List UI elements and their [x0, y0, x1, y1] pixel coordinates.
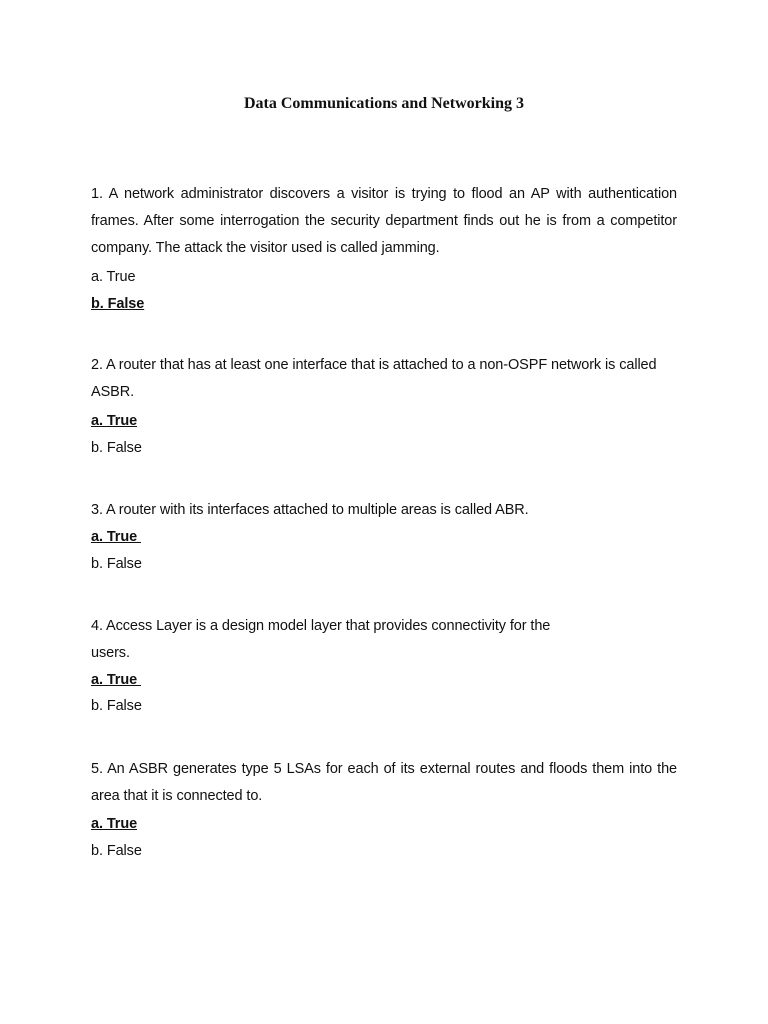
question-1-option-a: a. True [91, 269, 136, 285]
question-5-option-a-correct: a. True [91, 816, 138, 832]
question-1-text: 1. A network administrator discovers a visitor is trying to flood an AP with authentication frames. After some interrogation the security department finds out he is from a competitor company. The attack the visitor used is called jamming. [91, 186, 677, 256]
question-3-option-b: b. False [91, 556, 142, 572]
question-4-option-b: b. False [91, 698, 142, 714]
question-2-option-b: b. False [91, 440, 142, 456]
question-5-option-b: b. False [91, 843, 142, 859]
question-2-option-a-correct: a. True [91, 413, 138, 429]
document-title: Data Communications and Networking 3 [243, 95, 524, 112]
question-5-text: 5. An ASBR generates type 5 LSAs for each of its external routes and floods them into the area that it is connected to. [91, 761, 677, 804]
question-2-text: 2. A router that has at least one interface that is attached to a non-OSPF network is called ASBR. [91, 357, 657, 400]
question-4-text: 4. Access Layer is a design model layer that provides connectivity for the users. [91, 618, 551, 661]
question-3-text: 3. A router with its interfaces attached to multiple areas is called ABR. [91, 502, 529, 518]
question-1-option-b-correct: b. False [91, 296, 145, 312]
question-4-option-a-correct: a. True [91, 672, 141, 688]
question-3-option-a-correct: a. True [91, 529, 141, 545]
